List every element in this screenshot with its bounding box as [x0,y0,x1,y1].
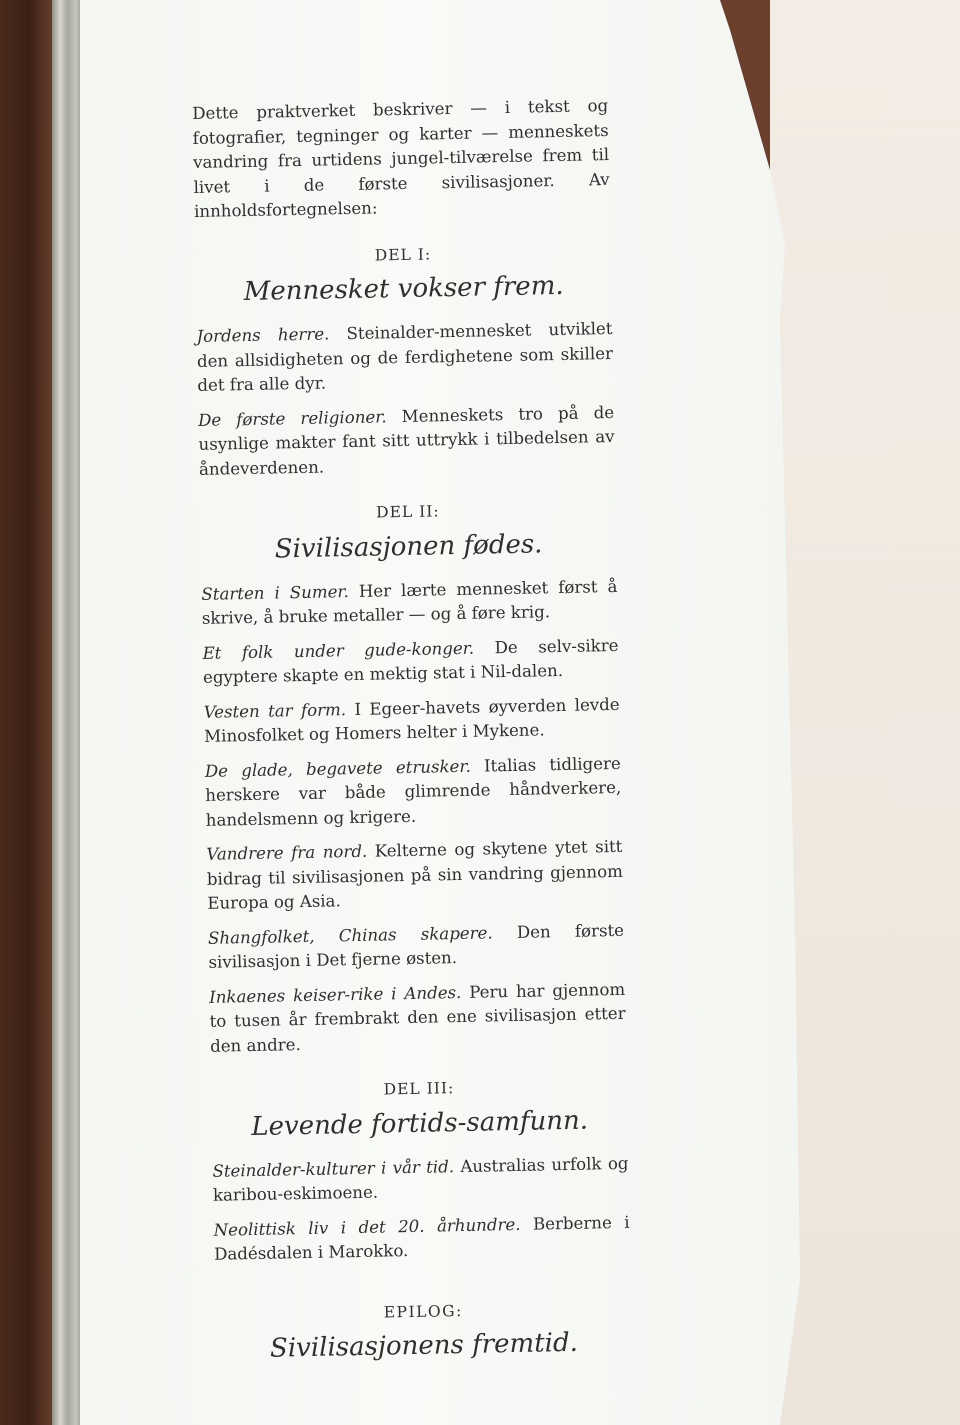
part-2 [200,496,627,1059]
entry-text: Australias urfolk og karibou-eskimoene. [212,1153,629,1205]
part-label: DEL III: [383,1079,455,1099]
entry-lead: Et folk under gude-konger. [202,638,475,663]
list-item [196,317,613,398]
entry-text: Kelterne og skytene ytet sitt bidrag til sivilisasjonen på sin vandring gjennom Europa og Asia. [206,836,624,913]
list-item [203,692,620,749]
epilog [215,1295,632,1365]
part-title: Mennesket vokser frem. [243,270,564,308]
entry-text: Menneskets tro på de usynlige makter fant sitt uttrykk i tilbedelsen av åndeverdenen. [198,402,615,479]
entry-lead: Steinalder-kulturer i vår tid. [212,1156,455,1181]
list-item [202,633,619,690]
list-item [201,574,618,631]
entry-lead: Vesten tar form. [203,699,347,722]
part-label: DEL I: [374,244,432,265]
list-item [208,918,625,975]
list-item [206,835,623,916]
entry-lead: Starten i Sumer. [201,581,349,604]
list-item [205,751,622,832]
list-item [212,1151,629,1208]
entry-lead: Shangfolket, Chinas skapere. [207,922,493,948]
intro-paragraph: Dette praktverket beskriver — i tekst og fotografier, tegninger og karter — menneskets vandring fra urtidens jungel-tilværelse frem til livet i de første sivilisasjoner. Av innholdsfortegnelsen: [192,96,610,221]
list-item [213,1210,630,1267]
document-content [192,94,632,1382]
list-item [209,977,626,1058]
entry-text: Steinalder-mennesket utviklet den allsidigheten og de ferdighetene som skiller det fra alle dyr. [196,318,614,395]
entry-text: Den første sivilisasjon i Det fjerne østen. [208,920,625,972]
entry-lead: Neolittisk liv i det 20. århundre. [213,1214,521,1240]
book-spine-edge [52,0,82,1425]
entry-lead: De glade, begavete etrusker. [204,756,471,781]
part-1 [195,238,615,481]
entry-text: Italias tidligere herskere var både glimrende håndverkere, handelsmenn og krigere. [205,753,622,830]
list-item [198,400,615,481]
entry-text: Peru har gjennom to tusen år frembrakt den ene sivilisasjon etter den andre. [209,979,626,1056]
entry-text: De selv-sikre egyptere skapte en mektig stat i Nil-dalen. [202,635,619,687]
entry-lead: Inkaenes keiser-rike i Andes. [208,982,462,1007]
epilog-label: EPILOG: [383,1301,463,1322]
entry-lead: Jordens herre. [196,324,330,346]
entry-text: Berberne i Dadésdalen i Marokko. [213,1212,630,1264]
part-title: Sivilisasjonen fødes. [274,528,543,564]
entry-text: Her lærte mennesket først å skrive, å bruke metaller — og å føre krig. [201,576,618,628]
part-3 [211,1073,631,1267]
entry-lead: De første religioner. [197,406,387,430]
epilog-title: Sivilisasjonens fremtid. [269,1327,579,1364]
entry-text: I Egeer-havets øyverden levde Minosfolket og Homers helter i Mykene. [203,694,620,746]
part-label: DEL II: [376,502,440,522]
part-title: Levende fortids-samfunn. [251,1105,589,1142]
entry-lead: Vandrere fra nord. [206,841,368,864]
